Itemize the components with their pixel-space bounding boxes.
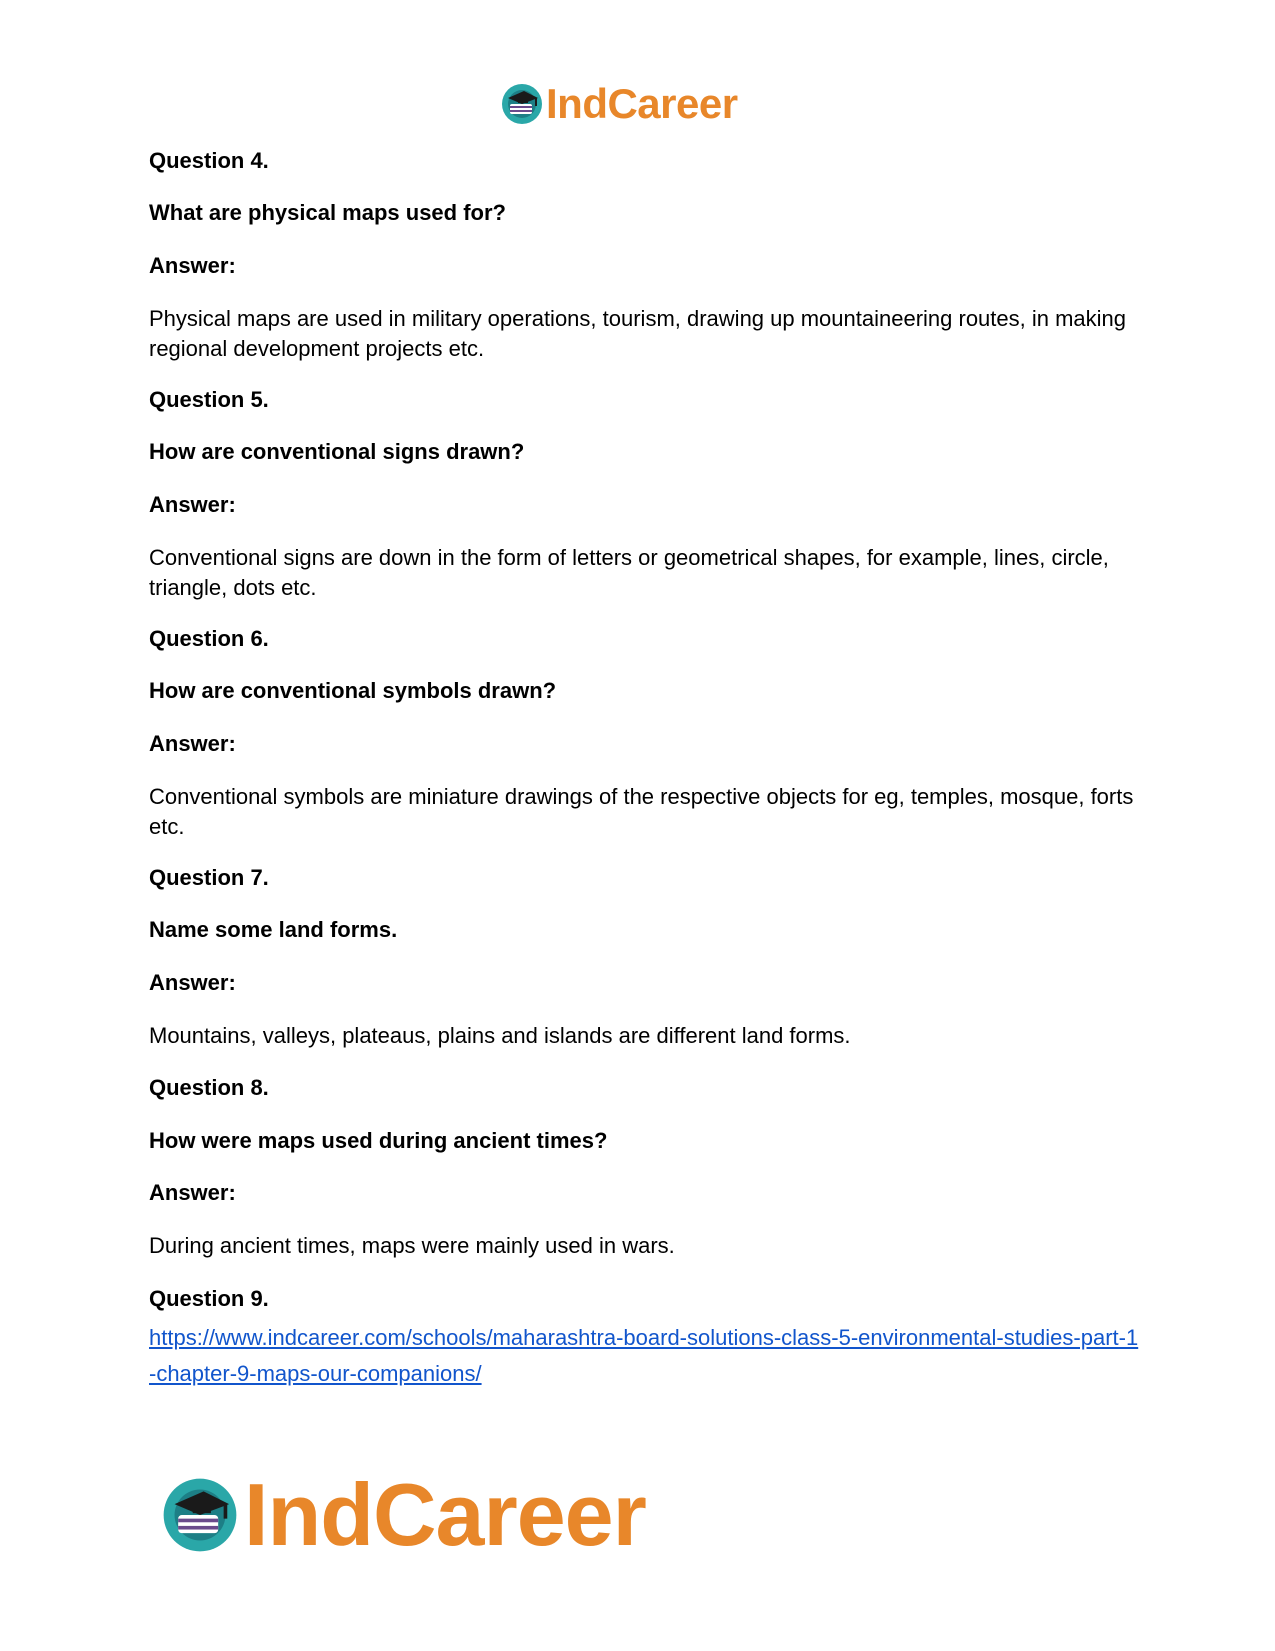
- answer-label: Answer:: [149, 970, 236, 995]
- answer-text: Conventional symbols are miniature drawings of the respective objects for eg, temples, mosque, forts etc.: [149, 784, 1134, 839]
- answer-text: During ancient times, maps were mainly used in wars.: [149, 1233, 675, 1258]
- question-number: Question 5.: [149, 387, 269, 412]
- question-number: Question 6.: [149, 626, 269, 651]
- question-text: How are conventional signs drawn?: [149, 439, 525, 464]
- question-number: Question 4.: [149, 148, 269, 173]
- answer-label: Answer:: [149, 492, 236, 517]
- graduation-book-icon: [160, 1475, 240, 1555]
- footer-logo-text: IndCareer: [244, 1465, 646, 1564]
- question-number: Question 9.: [149, 1286, 269, 1311]
- answer-label: Answer:: [149, 1180, 236, 1205]
- question-number: Question 8.: [149, 1075, 269, 1100]
- source-link[interactable]: https://www.indcareer.com/schools/maharashtra-board-solutions-class-5-environmental-studies-part-1-chapter-9-maps-our-companions/: [149, 1325, 1139, 1386]
- header-logo-text: IndCareer: [546, 80, 738, 127]
- footer-logo: [160, 1465, 646, 1565]
- question-text: Name some land forms.: [149, 917, 398, 942]
- question-number: Question 7.: [149, 865, 269, 890]
- answer-label: Answer:: [149, 253, 236, 278]
- question-text: How are conventional symbols drawn?: [149, 678, 557, 703]
- question-text: What are physical maps used for?: [149, 200, 506, 225]
- answer-text: Physical maps are used in military operations, tourism, drawing up mountaineering routes, in making regional development projects etc.: [149, 306, 1127, 361]
- answer-label: Answer:: [149, 731, 236, 756]
- answer-text: Mountains, valleys, plateaus, plains and islands are different land forms.: [149, 1023, 851, 1048]
- answer-text: Conventional signs are down in the form of letters or geometrical shapes, for example, lines, circle, triangle, dots etc.: [149, 545, 1109, 600]
- graduation-book-icon: [500, 82, 544, 126]
- header-logo: [500, 80, 738, 128]
- question-text: How were maps used during ancient times?: [149, 1128, 608, 1153]
